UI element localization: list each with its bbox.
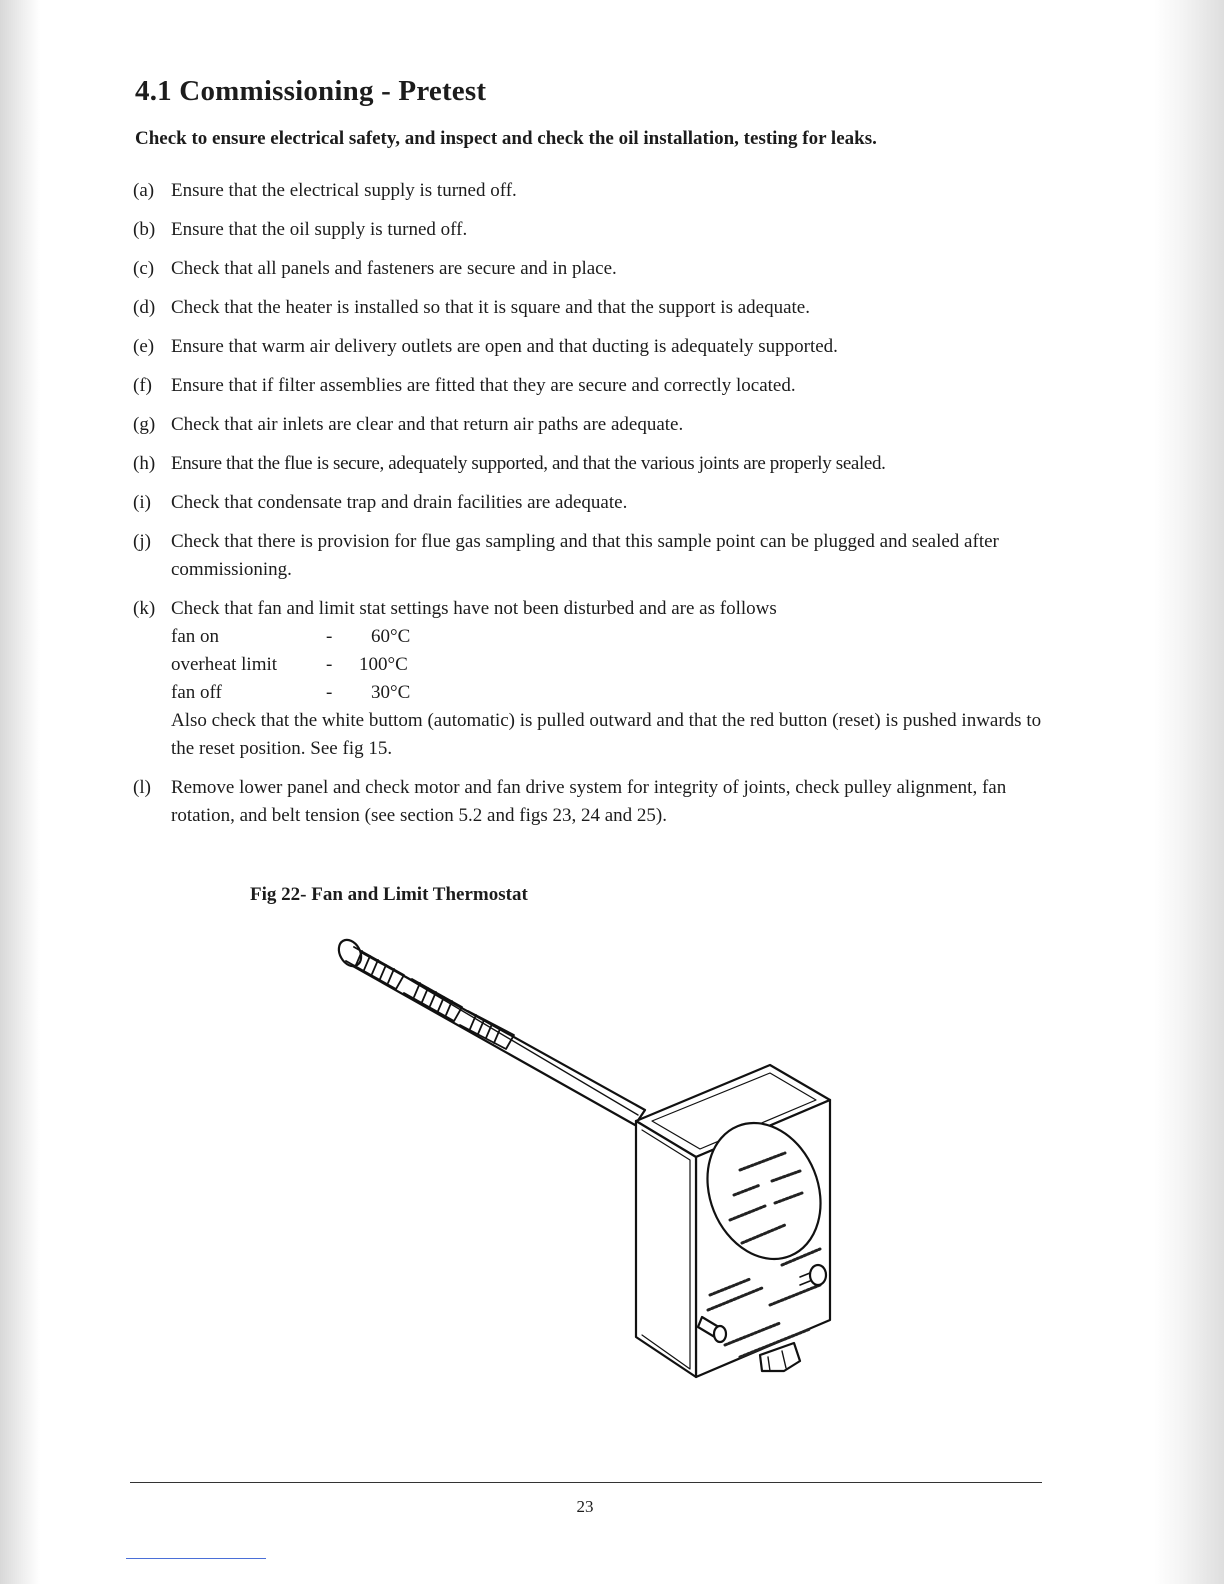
item-letter: (f) bbox=[133, 375, 152, 396]
checklist-item-e bbox=[133, 333, 1048, 361]
item-text: Ensure that the oil supply is turned off. bbox=[171, 219, 468, 240]
reset-button bbox=[810, 1265, 826, 1285]
checklist-item-c bbox=[133, 255, 1048, 283]
item-text: Check that the heater is installed so that it is square and that the support is adequate. bbox=[171, 297, 810, 318]
checklist-item-l bbox=[133, 774, 1048, 830]
setting-name: overheat limit bbox=[171, 654, 278, 675]
setting-dash: - bbox=[326, 654, 333, 675]
setting-row-overheat-limit bbox=[171, 651, 1048, 679]
checklist-item-f bbox=[133, 372, 1048, 400]
stat-settings-table bbox=[171, 623, 1048, 707]
checklist-item-j bbox=[133, 528, 1048, 584]
item-letter: (j) bbox=[133, 531, 151, 552]
bottom-link-underline bbox=[126, 1558, 266, 1559]
item-text: Check that condensate trap and drain facilities are adequate. bbox=[171, 492, 628, 513]
setting-row-fan-off bbox=[171, 679, 1048, 707]
item-text: Check that fan and limit stat settings have not been disturbed and are as follows bbox=[171, 598, 777, 619]
checklist-item-k bbox=[133, 595, 1048, 763]
page-number: 23 bbox=[576, 1497, 594, 1516]
item-text: Remove lower panel and check motor and fan drive system for integrity of joints, check pulley alignment, fan rotation, and belt tension (see section 5.2 and figs 23, 24 and 25). bbox=[171, 777, 1007, 826]
checklist-item-d bbox=[133, 294, 1048, 322]
item-text: Check that air inlets are clear and that return air paths are adequate. bbox=[171, 414, 684, 435]
item-letter: (b) bbox=[133, 219, 156, 240]
item-letter: (g) bbox=[133, 414, 156, 435]
checklist-item-i bbox=[133, 489, 1048, 517]
setting-name: fan on bbox=[171, 626, 220, 647]
setting-value: 60°C bbox=[371, 626, 411, 647]
checklist-item-g bbox=[133, 411, 1048, 439]
item-body bbox=[171, 595, 1048, 763]
settings-note: Also check that the white buttom (automatic) is pulled outward and that the red button (reset) is pushed inwards to the reset position. See fig 15. bbox=[171, 710, 1042, 759]
item-letter: (l) bbox=[133, 777, 151, 798]
setting-value: 100°C bbox=[359, 654, 408, 675]
item-letter: (a) bbox=[133, 180, 155, 201]
setting-dash: - bbox=[326, 626, 333, 647]
item-text: Ensure that if filter assemblies are fitted that they are secure and correctly located. bbox=[171, 375, 796, 396]
item-text: Check that there is provision for flue gas sampling and that this sample point can be plugged and sealed after commissioning. bbox=[171, 531, 999, 580]
item-text: Ensure that the flue is secure, adequately supported, and that the various joints are properly sealed. bbox=[171, 453, 886, 474]
checklist-item-a bbox=[133, 177, 1048, 205]
item-letter: (d) bbox=[133, 297, 156, 318]
section-heading: 4.1 Commissioning - Pretest bbox=[135, 75, 487, 107]
item-letter: (h) bbox=[133, 453, 156, 474]
checklist bbox=[133, 177, 1048, 841]
item-text: Ensure that warm air delivery outlets are open and that ducting is adequately supported. bbox=[171, 336, 838, 357]
item-letter: (e) bbox=[133, 336, 155, 357]
footer-rule bbox=[130, 1482, 1042, 1483]
housing-side bbox=[636, 1121, 696, 1377]
figure-caption: Fig 22- Fan and Limit Thermostat bbox=[250, 884, 528, 905]
item-text: Check that all panels and fasteners are secure and in place. bbox=[171, 258, 617, 279]
setting-name: fan off bbox=[171, 682, 222, 703]
item-letter: (c) bbox=[133, 258, 155, 279]
thermostat-illustration bbox=[330, 925, 850, 1385]
setting-dash: - bbox=[326, 682, 333, 703]
setting-value: 30°C bbox=[371, 682, 411, 703]
item-letter: (k) bbox=[133, 598, 156, 619]
item-text: Ensure that the electrical supply is turned off. bbox=[171, 180, 517, 201]
checklist-item-b bbox=[133, 216, 1048, 244]
intro-paragraph: Check to ensure electrical safety, and inspect and check the oil installation, testing for leaks. bbox=[135, 128, 877, 149]
probe-tube bbox=[344, 947, 645, 1125]
setting-row-fan-on bbox=[171, 623, 1048, 651]
item-letter: (i) bbox=[133, 492, 151, 513]
checklist-item-h bbox=[133, 450, 1048, 478]
